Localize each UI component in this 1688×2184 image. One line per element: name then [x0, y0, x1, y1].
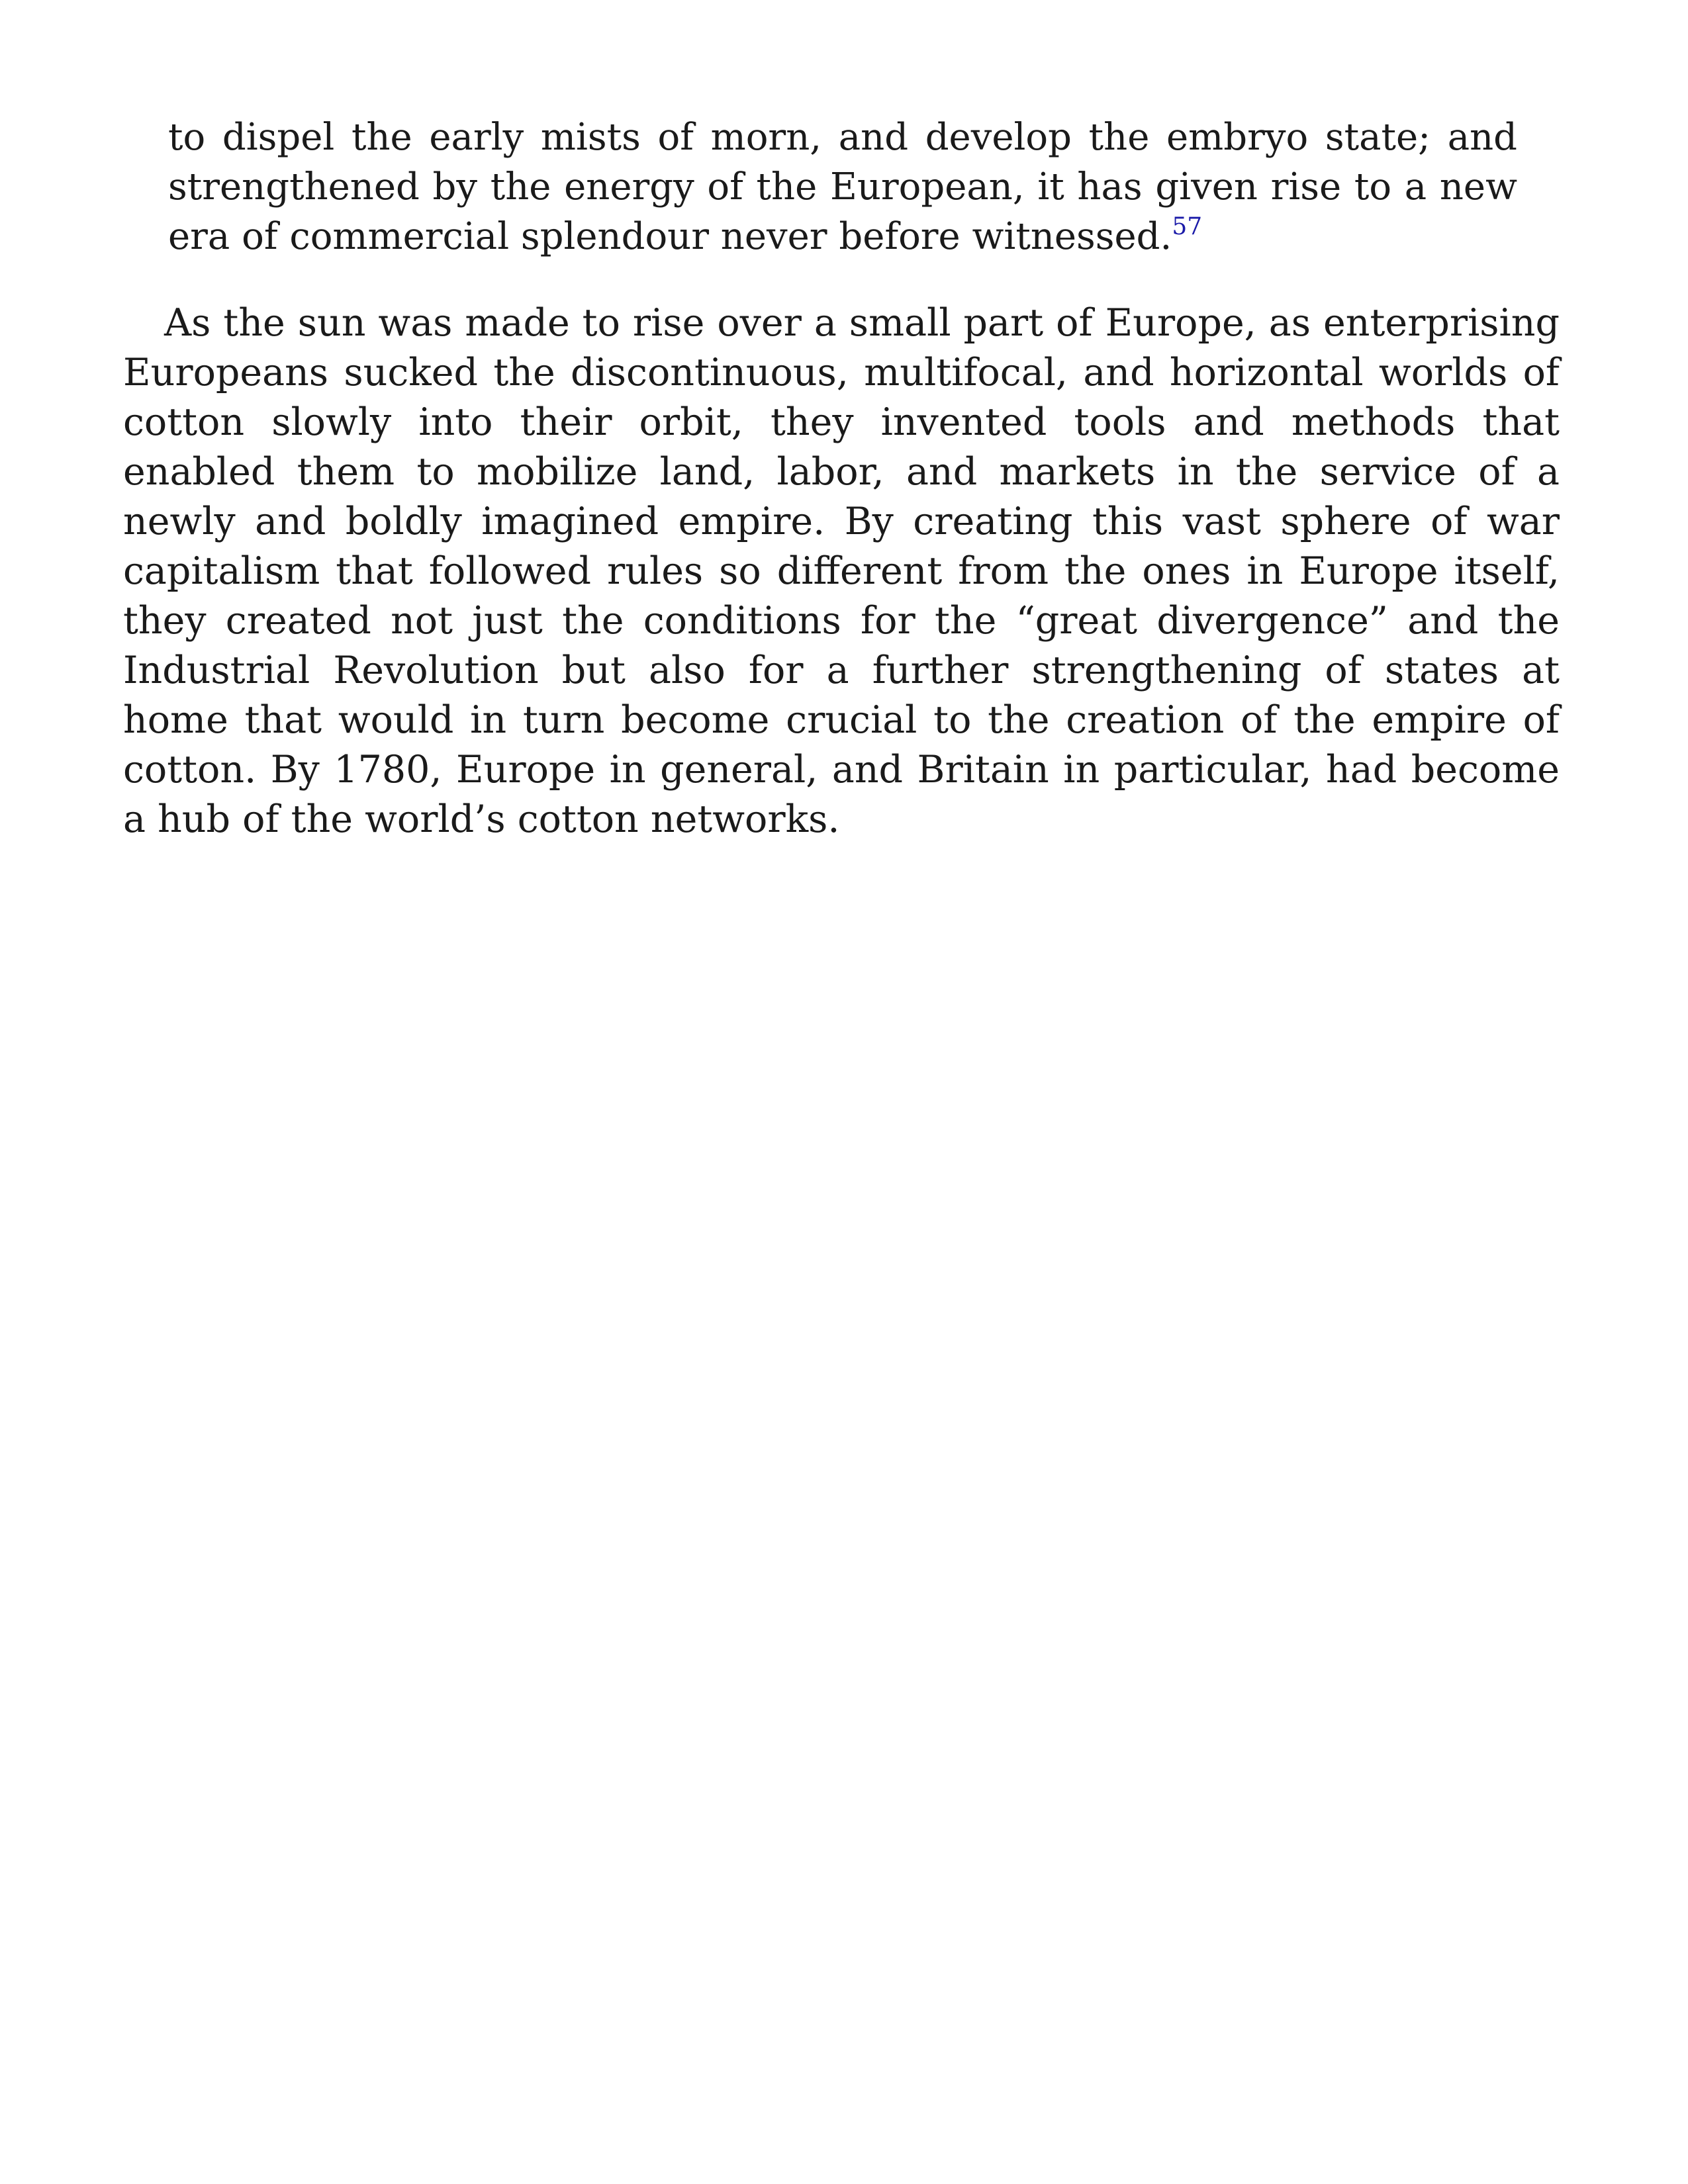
block-quote-text: to dispel the early mists of morn, and develop the embryo state; and strengthened by the energy of the European, it has given rise to a new era of commercial splendour never before witnessed. [168, 116, 1517, 258]
body-paragraph: As the sun was made to rise over a small part of Europe, as enterprising Europeans sucked the discontinuous, multifocal, and horizontal worlds of cotton slowly into their orbit, they invented tools and methods that enabled them to mobilize land, labor, and markets in the service of a newly and boldly imagined empire. By creating this vast sphere of war capitalism that followed rules so different from the ones in Europe itself, they created not just the conditions for the “great divergence” and the Industrial Revolution but also for a further strengthening of states at home that would in turn become crucial to the creation of the empire of cotton. By 1780, Europe in general, and Britain in particular, had become a hub of the world’s cotton networks. [123, 301, 1560, 841]
page-body [123, 113, 1560, 844]
block-quote [168, 113, 1517, 261]
footnote-link[interactable]: 57 [1172, 213, 1203, 240]
